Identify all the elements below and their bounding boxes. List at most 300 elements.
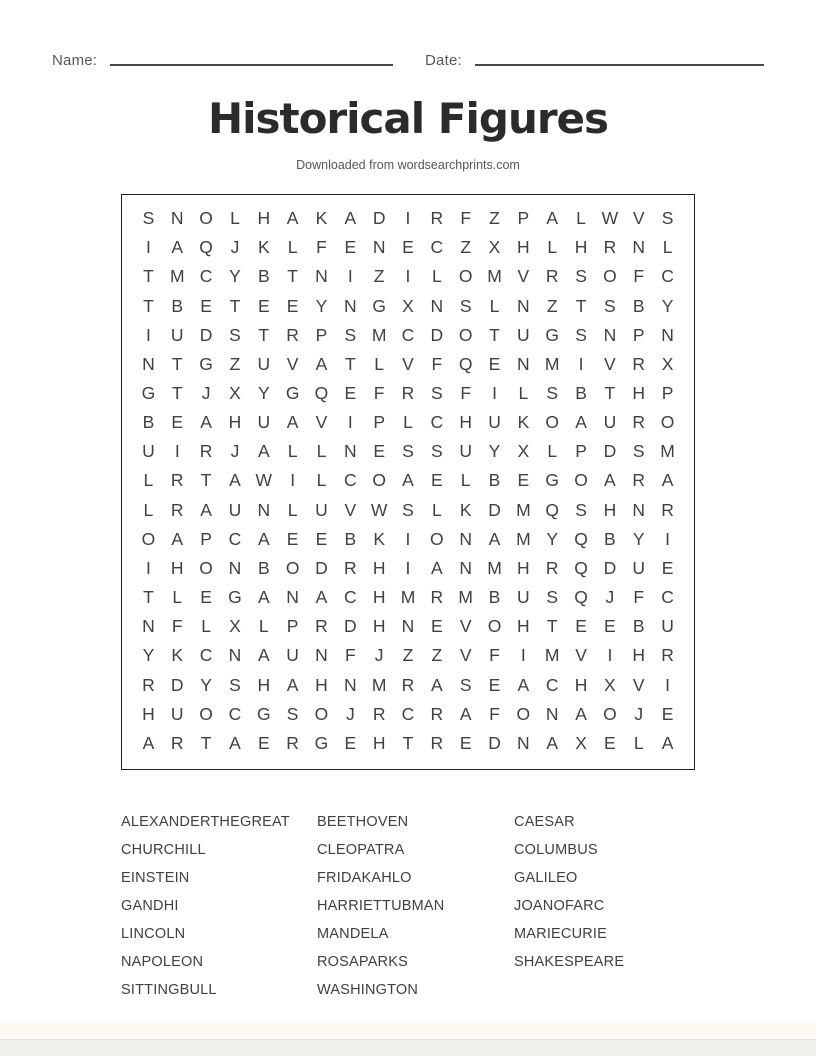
grid-cell: S (142, 208, 155, 229)
grid-cell: C (661, 266, 674, 287)
grid-cell: O (199, 208, 213, 229)
grid-cell: T (604, 383, 616, 404)
grid-cell: H (372, 732, 386, 753)
grid-cell: B (604, 528, 616, 549)
grid-cell: E (604, 732, 616, 753)
grid-cell: R (372, 703, 386, 724)
grid-cell: T (575, 295, 587, 316)
grid-cell: L (287, 441, 298, 462)
grid-cell: I (405, 557, 411, 578)
grid-cell: S (575, 266, 587, 287)
grid-cell: K (373, 528, 385, 549)
grid-cell: U (170, 324, 184, 345)
grid-cell: B (575, 383, 587, 404)
grid-cell: H (603, 499, 617, 520)
grid-cell: R (199, 441, 213, 462)
grid-cell: A (459, 703, 472, 724)
grid-cell: X (229, 383, 241, 404)
grid-cell: V (459, 645, 472, 666)
grid-cell: N (603, 324, 617, 345)
grid-cell: J (345, 703, 355, 724)
grid-cell: C (199, 266, 213, 287)
grid-cell: E (171, 412, 184, 433)
grid-cell: H (517, 237, 530, 258)
grid-cell: D (603, 441, 617, 462)
grid-cell: R (401, 674, 415, 695)
word-list-item: SHAKESPEARE (514, 954, 625, 970)
word-list-item: SITTINGBULL (121, 982, 217, 998)
grid-cell: K (517, 412, 530, 433)
grid-cell: H (459, 412, 472, 433)
grid-cell: Z (402, 645, 414, 666)
grid-cell: T (489, 324, 500, 345)
grid-cell: U (170, 703, 184, 724)
grid-cell: L (547, 237, 558, 258)
grid-cell: D (430, 324, 444, 345)
word-search-grid (121, 194, 695, 770)
grid-cell: N (228, 557, 242, 578)
grid-cell: Z (431, 645, 443, 666)
grid-cell: B (488, 470, 501, 491)
grid-cell: A (142, 732, 155, 753)
grid-cell: N (517, 295, 530, 316)
grid-cell: E (430, 470, 443, 491)
grid-cell: U (286, 645, 299, 666)
grid-cell: D (488, 732, 501, 753)
grid-cell: A (517, 674, 530, 695)
word-list-column (514, 808, 624, 976)
grid-cell: A (546, 208, 559, 229)
grid-cell: L (374, 353, 385, 374)
grid-cell: Q (199, 237, 213, 258)
grid-cell: C (343, 470, 357, 491)
grid-cell: Z (229, 353, 241, 374)
grid-cell: O (314, 703, 329, 724)
grid-cell: I (145, 324, 151, 345)
grid-cell: L (489, 295, 500, 316)
grid-cell: K (315, 208, 328, 229)
grid-cell: E (488, 674, 501, 695)
grid-cell: H (170, 557, 184, 578)
grid-cell: N (343, 441, 357, 462)
grid-cell: M (660, 441, 675, 462)
grid-cell: V (575, 645, 587, 666)
grid-cell: L (287, 237, 298, 258)
grid-cell: S (286, 703, 299, 724)
grid-cell: N (343, 295, 357, 316)
grid-cell: A (661, 470, 674, 491)
grid-cell: Q (458, 353, 473, 374)
grid-cell: U (459, 441, 472, 462)
grid-cell: Q (314, 383, 329, 404)
grid-cell: E (286, 528, 299, 549)
source-credit: Downloaded from wordsearchprints.com (296, 158, 520, 172)
grid-cell: N (517, 353, 530, 374)
grid-cell: E (604, 616, 616, 637)
grid-cell: V (344, 499, 357, 520)
page-bottom-band-gray (0, 1039, 816, 1056)
word-list-item: CHURCHILL (121, 842, 206, 858)
grid-cell: A (315, 587, 328, 608)
grid-cell: R (286, 324, 299, 345)
grid-cell: R (632, 470, 646, 491)
grid-cell: M (371, 324, 387, 345)
grid-cell: Z (373, 266, 385, 287)
grid-cell: F (460, 383, 472, 404)
grid-cell: O (430, 528, 444, 549)
grid-cell: E (200, 587, 212, 608)
grid-cell: L (633, 732, 644, 753)
grid-cell: R (401, 383, 415, 404)
grid-cell: M (400, 587, 416, 608)
grid-cell: O (372, 470, 386, 491)
grid-cell: L (518, 383, 529, 404)
grid-cell: A (257, 441, 270, 462)
grid-cell: R (430, 703, 444, 724)
grid-cell: C (430, 237, 444, 258)
grid-cell: F (460, 208, 472, 229)
grid-cell: V (632, 674, 645, 695)
grid-cell: I (347, 266, 353, 287)
word-list-item: EINSTEIN (121, 870, 190, 886)
grid-cell: U (142, 441, 155, 462)
word-list-column (317, 808, 444, 1004)
grid-cell: A (257, 645, 270, 666)
word-list-item: GALILEO (514, 870, 578, 886)
grid-cell: X (517, 441, 530, 462)
grid-cell: B (142, 412, 155, 433)
grid-cell: S (575, 499, 587, 520)
grid-cell: A (402, 470, 414, 491)
grid-cell: I (405, 208, 411, 229)
grid-cell: P (632, 324, 645, 345)
grid-cell: M (458, 587, 473, 608)
grid-cell: P (315, 324, 328, 345)
grid-cell: D (603, 557, 617, 578)
grid-cell: L (662, 237, 673, 258)
grid-cell: C (430, 412, 444, 433)
grid-cell: R (632, 353, 646, 374)
grid-cell: A (430, 557, 443, 578)
grid-cell: A (661, 732, 674, 753)
grid-cell: A (430, 674, 443, 695)
name-label: Name: (52, 52, 98, 69)
grid-cell: G (372, 295, 386, 316)
grid-cell: N (459, 528, 472, 549)
grid-cell: H (632, 645, 646, 666)
grid-cell: R (170, 499, 184, 520)
grid-cell: F (489, 703, 500, 724)
grid-cell: G (228, 587, 242, 608)
grid-cell: S (430, 383, 443, 404)
grid-cell: Q (574, 587, 588, 608)
grid-cell: T (143, 266, 154, 287)
date-label: Date: (425, 52, 462, 69)
grid-cell: C (343, 587, 357, 608)
grid-cell: U (661, 616, 674, 637)
grid-cell: A (200, 499, 212, 520)
grid-cell: K (459, 499, 472, 520)
grid-cell: C (545, 674, 559, 695)
page-title: Historical Figures (207, 94, 609, 143)
grid-cell: N (661, 324, 674, 345)
grid-cell: U (603, 412, 617, 433)
grid-cell: C (228, 528, 242, 549)
grid-cell: E (344, 237, 357, 258)
grid-cell: R (315, 616, 328, 637)
grid-cell: E (488, 353, 501, 374)
grid-cell: A (171, 237, 184, 258)
grid-cell: N (632, 499, 646, 520)
grid-cell: V (632, 208, 645, 229)
grid-cell: H (142, 703, 155, 724)
grid-cell: N (343, 674, 357, 695)
grid-cell: D (199, 324, 213, 345)
grid-cell: B (257, 266, 270, 287)
grid-cell: Z (489, 208, 500, 229)
grid-cell: R (430, 732, 444, 753)
grid-cell: S (575, 324, 587, 345)
grid-cell: H (257, 208, 271, 229)
grid-cell: Z (546, 295, 558, 316)
grid-cell: B (344, 528, 357, 549)
grid-cell: L (143, 470, 154, 491)
grid-cell: L (316, 470, 327, 491)
grid-cell: U (517, 587, 530, 608)
grid-cell: N (286, 587, 299, 608)
grid-cell: J (374, 645, 384, 666)
grid-cell: J (230, 441, 240, 462)
grid-cell: L (172, 587, 183, 608)
grid-cell: U (257, 353, 271, 374)
grid-cell: I (145, 237, 151, 258)
grid-cell: N (632, 237, 646, 258)
grid-cell: G (285, 383, 300, 404)
grid-cell: E (517, 470, 530, 491)
grid-cell: L (201, 616, 211, 637)
grid-cell: T (344, 353, 356, 374)
grid-cell: S (229, 674, 241, 695)
grid-cell: B (488, 587, 501, 608)
grid-cell: S (430, 441, 443, 462)
grid-cell: Q (574, 557, 588, 578)
grid-cell: S (459, 295, 472, 316)
grid-cell: C (228, 703, 242, 724)
grid-cell: X (575, 732, 587, 753)
grid-cell: F (431, 353, 443, 374)
grid-cell: U (315, 499, 328, 520)
grid-cell: N (372, 237, 386, 258)
grid-cell: T (258, 324, 270, 345)
grid-cell: Y (661, 295, 674, 316)
grid-cell: A (315, 353, 328, 374)
word-list-column (121, 808, 290, 1004)
grid-cell: F (344, 645, 356, 666)
grid-cell: E (459, 732, 472, 753)
grid-cell: T (171, 383, 183, 404)
word-list-item: COLUMBUS (514, 842, 598, 858)
grid-cell: A (257, 587, 270, 608)
grid-cell: N (228, 645, 242, 666)
grid-cell: A (575, 703, 587, 724)
grid-cell: S (632, 441, 645, 462)
grid-cell: I (665, 674, 671, 695)
word-list-item: MARIECURIE (514, 926, 608, 942)
grid-cell: O (285, 557, 300, 578)
grid-cell: V (517, 266, 530, 287)
grid-cell: N (142, 353, 155, 374)
name-field (52, 52, 393, 69)
word-list-item: CLEOPATRA (317, 842, 405, 858)
grid-cell: A (604, 470, 616, 491)
grid-cell: M (487, 557, 502, 578)
grid-cell: K (257, 237, 270, 258)
grid-cell: U (488, 412, 501, 433)
grid-cell: X (488, 237, 501, 258)
grid-cell: S (344, 324, 357, 345)
grid-cell: G (199, 353, 213, 374)
grid-cell: S (546, 383, 559, 404)
grid-cell: E (430, 616, 443, 637)
grid-cell: O (458, 324, 473, 345)
grid-cell: I (405, 266, 411, 287)
grid-cell: R (170, 470, 184, 491)
grid-cell: I (174, 441, 180, 462)
grid-cell: Q (574, 528, 588, 549)
grid-cell: U (517, 324, 530, 345)
grid-cell: E (661, 703, 674, 724)
grid-cell: I (492, 383, 497, 404)
grid-cell: A (344, 208, 357, 229)
grid-cell: A (488, 528, 501, 549)
grid-cell: L (431, 266, 442, 287)
grid-cell: W (601, 208, 619, 229)
grid-cell: O (516, 703, 531, 724)
grid-cell: R (632, 412, 646, 433)
grid-cell: E (575, 616, 587, 637)
grid-cell: R (430, 208, 444, 229)
grid-cell: J (634, 703, 644, 724)
word-list-item: ROSAPARKS (317, 954, 408, 970)
grid-cell: A (286, 674, 299, 695)
grid-cell: E (344, 383, 357, 404)
grid-cell: I (520, 645, 526, 666)
grid-cell: S (546, 587, 559, 608)
grid-cell: R (661, 499, 674, 520)
word-list-item: GANDHI (121, 898, 179, 914)
grid-cell: C (401, 324, 415, 345)
grid-cell: L (258, 616, 269, 637)
grid-cell: W (255, 470, 273, 491)
grid-cell: V (459, 616, 472, 637)
grid-cell: T (229, 295, 241, 316)
grid-cell: O (199, 703, 213, 724)
grid-cell: F (171, 616, 183, 637)
grid-cell: I (405, 528, 411, 549)
grid-cell: I (607, 645, 613, 666)
grid-cell: R (661, 645, 674, 666)
grid-cell: T (287, 266, 298, 287)
word-list-item: NAPOLEON (121, 954, 204, 970)
grid-cell: T (200, 470, 212, 491)
grid-cell: S (604, 295, 616, 316)
grid-cell: P (373, 412, 385, 433)
grid-cell: M (169, 266, 185, 287)
grid-cell: N (401, 616, 415, 637)
grid-cell: Y (229, 266, 241, 287)
grid-cell: R (142, 674, 155, 695)
grid-cell: J (230, 237, 240, 258)
grid-cell: N (142, 616, 155, 637)
grid-cell: X (661, 353, 674, 374)
grid-cell: B (632, 295, 645, 316)
grid-cell: D (170, 674, 184, 695)
grid-cell: D (343, 616, 357, 637)
date-blank-line (475, 64, 764, 66)
grid-cell: H (517, 557, 530, 578)
grid-cell: Y (632, 528, 645, 549)
grid-cell: M (516, 499, 531, 520)
grid-cell: S (459, 674, 472, 695)
grid-cell: A (229, 732, 241, 753)
grid-cell: H (228, 412, 242, 433)
word-list-item: CAESAR (514, 814, 575, 830)
grid-cell: R (545, 266, 559, 287)
grid-cell: N (517, 732, 530, 753)
grid-cell: M (516, 528, 531, 549)
grid-cell: E (373, 441, 385, 462)
grid-cell: D (372, 208, 386, 229)
grid-cell: X (402, 295, 414, 316)
grid-cell: F (489, 645, 500, 666)
grid-cell: C (199, 645, 213, 666)
grid-cell: W (370, 499, 388, 520)
grid-cell: M (544, 645, 560, 666)
grid-cell: T (402, 732, 414, 753)
grid-cell: H (517, 616, 530, 637)
grid-cell: V (315, 412, 328, 433)
grid-cell: N (430, 295, 444, 316)
grid-cell: R (343, 557, 357, 578)
grid-cell: N (459, 557, 472, 578)
grid-cell: H (257, 674, 271, 695)
grid-cell: M (487, 266, 502, 287)
grid-cell: Y (546, 528, 559, 549)
grid-cell: L (403, 412, 413, 433)
grid-cell: N (170, 208, 184, 229)
grid-cell: Q (545, 499, 560, 520)
grid-cell: M (544, 353, 560, 374)
grid-cell: L (287, 499, 298, 520)
grid-cell: J (201, 383, 211, 404)
grid-cell: E (200, 295, 212, 316)
grid-cell: B (171, 295, 184, 316)
grid-cell: K (171, 645, 184, 666)
grid-cell: R (430, 587, 444, 608)
grid-cell: U (257, 412, 271, 433)
grid-cell: I (347, 412, 353, 433)
grid-cell: F (633, 266, 645, 287)
grid-cell: P (661, 383, 674, 404)
grid-cell: E (257, 295, 270, 316)
grid-cell: S (402, 441, 414, 462)
grid-cell: F (373, 383, 385, 404)
grid-cell: O (660, 412, 675, 433)
grid-cell: E (257, 732, 270, 753)
grid-cell: A (286, 412, 299, 433)
grid-cell: O (545, 412, 560, 433)
grid-cell: Y (257, 383, 270, 404)
